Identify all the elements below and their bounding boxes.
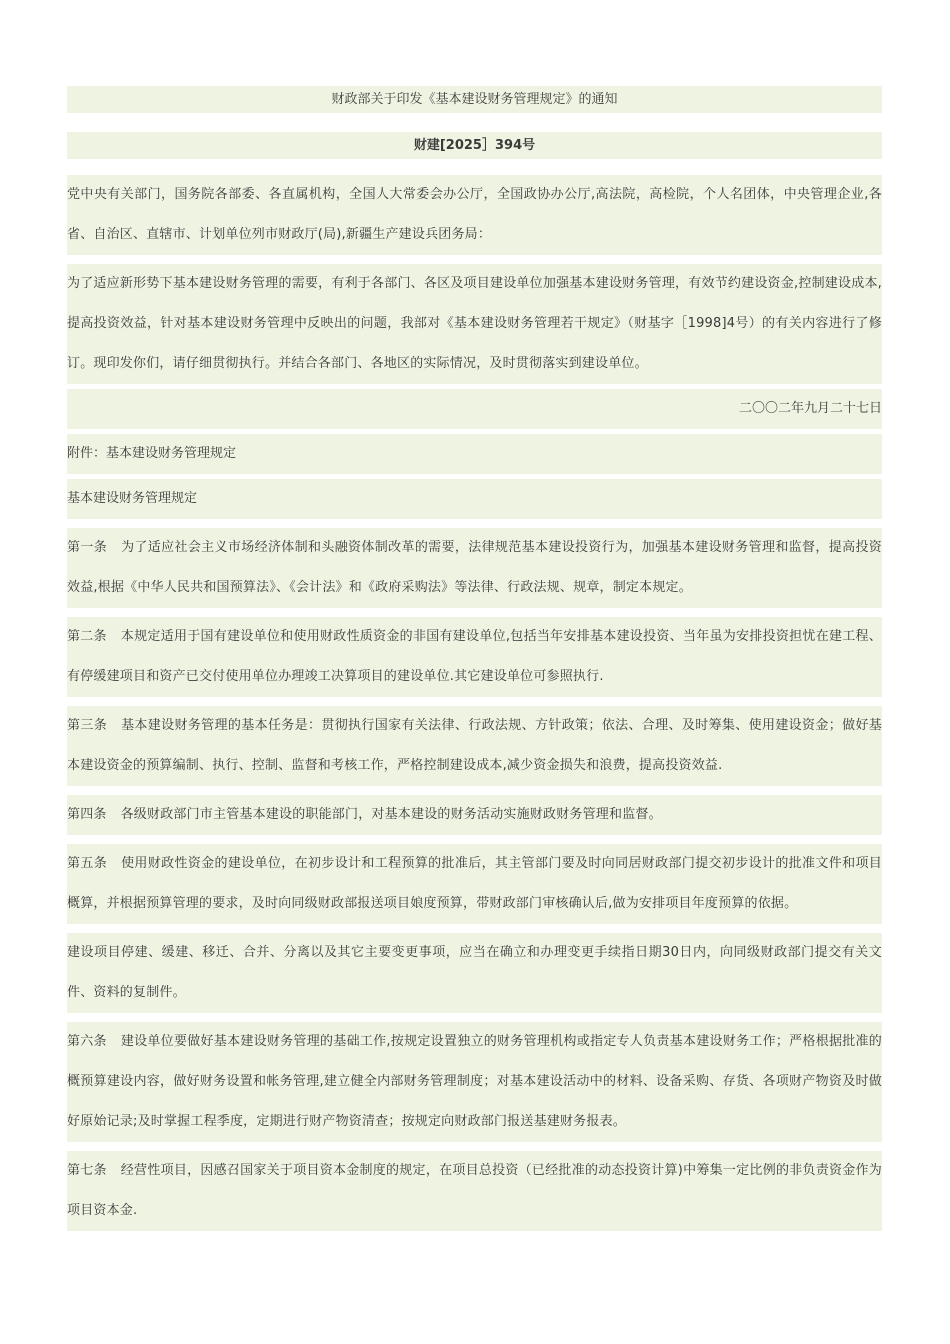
article-number: 第五条 [67,856,108,871]
article-text: 建设项目停建、缓建、移迁、合并、分离以及其它主要变更事项，应当在确立和办理变更手续指日期30日内，向同级财政部门提交有关文件、资料的复制件。 [67,945,882,1000]
document-page [67,86,882,1231]
document-title: 财政部关于印发《基本建设财务管理规定》的通知 [67,86,882,113]
document-number: 财建[2025］394号 [67,132,882,159]
article-number: 第七条 [67,1163,107,1178]
article-number: 第四条 [67,807,107,822]
article-text: 为了适应社会主义市场经济体制和头融资体制改革的需要，法律规范基本建设投资行为，加强基本建设财务管理和监督，提高投资效益,根据《中华人民共和国预算法》、《会计法》和《政府采购法》等法律、行政法规、规章，制定本规定。 [67,540,882,595]
article-paragraph [67,706,882,786]
article-text: 使用财政性资金的建设单位，在初步设计和工程预算的批准后，其主管部门要及时向同居财政部门提交初步设计的批准文件和项目概算，并根据预算管理的要求，及时向同级财政部报送项目娘度预算，带财政部门审核确认后,做为安排项目年度预算的依据。 [67,856,882,911]
article-paragraph [67,617,882,697]
article-paragraph [67,1151,882,1231]
article-number: 第二条 [67,629,107,644]
article-number: 第一条 [67,540,108,555]
article-text: 各级财政部门市主管基本建设的职能部门，对基本建设的财务活动实施财政财务管理和监督。 [120,807,662,822]
article-number: 第六条 [67,1034,107,1049]
regulation-subtitle: 基本建设财务管理规定 [67,479,882,519]
article-paragraph [67,528,882,608]
article-text: 基本建设财务管理的基本任务是：贯彻执行国家有关法律、行政法规、方针政策；依法、合理、及时筹集、使用建设资金；做好基本建设资金的预算编制、执行、控制、监督和考核工作，严格控制建设成本,减少资金损失和浪费，提高投资效益. [67,718,882,773]
article-continuation-paragraph [67,933,882,1013]
article-text: 经营性项目，因感召国家关于项目资本金制度的规定，在项目总投资（已经批准的动态投资计算)中筹集一定比例的非负责资金作为项目资本金. [67,1163,882,1218]
document-date: 二〇〇二年九月二十七日 [67,389,882,429]
attachment-line: 附件：基本建设财务管理规定 [67,434,882,474]
recipients-paragraph: 党中央有关部门，国务院各部委、各直属机构，全国人大常委会办公厅，全国政协办公厅,高法院，高检院，个人名团体，中央管理企业,各省、自治区、直辖市、计划单位列市财政厅(局),新疆生产建设兵团务局： [67,175,882,255]
article-number: 第三条 [67,718,108,733]
article-text: 建设单位要做好基本建设财务管理的基础工作,按规定设置独立的财务管理机构或指定专人负责基本建设财务工作；严格根据批准的概预算建设内容，做好财务设置和帐务管理,建立健全内部财务管理制度；对基本建设活动中的材料、设备采购、存货、各项财产物资及时做好原始记录;及时掌握工程季度，定期进行财产物资清查；按规定向财政部门报送基建财务报表。 [67,1034,883,1129]
intro-paragraph: 为了适应新形势下基本建设财务管理的需要，有利于各部门、各区及项目建设单位加强基本建设财务管理，有效节约建设资金,控制建设成本,提高投资效益，针对基本建设财务管理中反映出的问题，我部对《基本建设财务管理若干规定》（财基字［1998]4号）的有关内容进行了修订。现印发你们，请仔细贯彻执行。并结合各部门、各地区的实际情况，及时贯彻落实到建设单位。 [67,264,882,384]
article-paragraph [67,1022,882,1142]
article-paragraph [67,844,882,924]
article-text: 本规定适用于国有建设单位和使用财政性质资金的非国有建设单位,包括当年安排基本建设投资、当年虽为安排投资担忧在建工程、有停缓建项目和资产已交付使用单位办理竣工决算项目的建设单位.其它建设单位可参照执行. [67,629,883,684]
article-paragraph [67,795,882,835]
